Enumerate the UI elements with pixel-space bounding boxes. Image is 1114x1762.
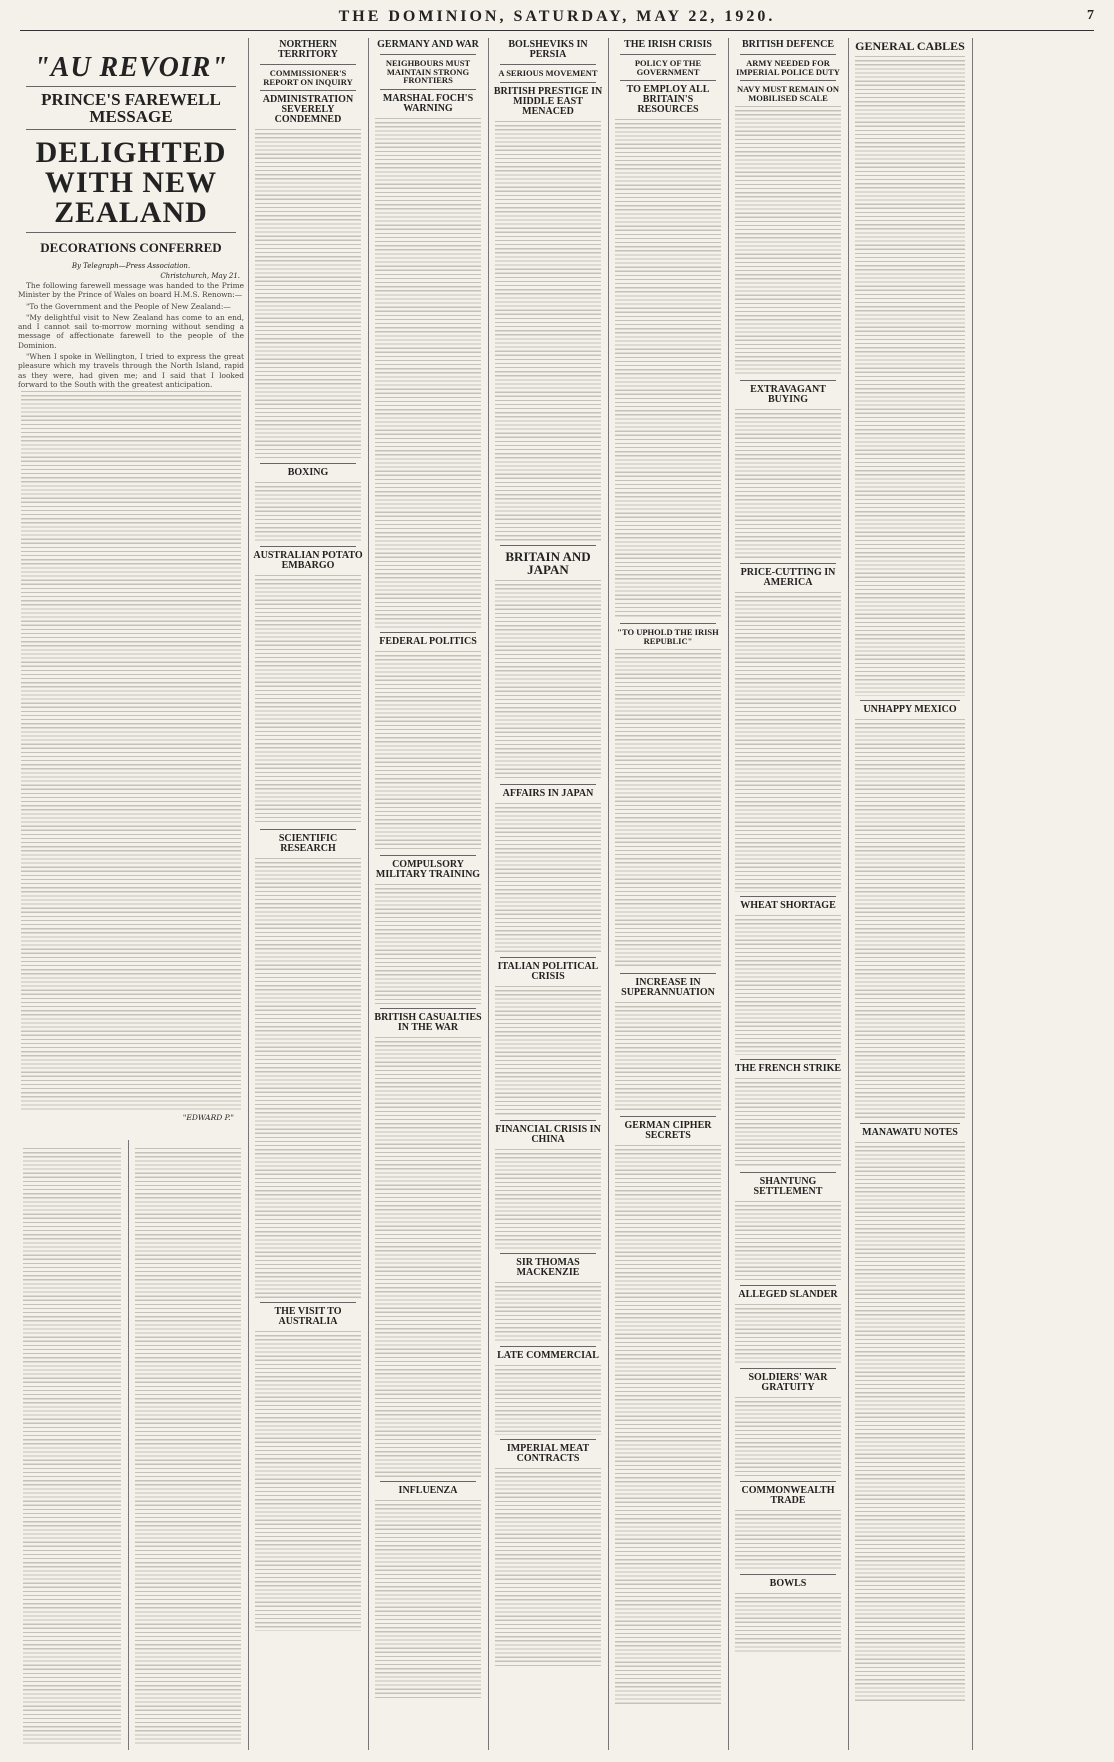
divider: [500, 64, 596, 65]
divider: [740, 563, 836, 564]
article-text-block: [615, 649, 721, 969]
headline: BRITISH CASUALTIES IN THE WAR: [374, 1011, 482, 1033]
divider: [260, 829, 356, 830]
headline: SHANTUNG SETTLEMENT: [753, 1176, 823, 1197]
headline: THE IRISH CRISIS: [624, 39, 712, 50]
divider: [380, 1481, 476, 1482]
headline: THE VISIT TO AUSTRALIA: [274, 1306, 342, 1327]
headline: ITALIAN POLITICAL CRISIS: [497, 960, 599, 982]
divider: [740, 896, 836, 897]
headline: PRICE-CUTTING IN AMERICA: [740, 567, 836, 588]
article-text-block: [495, 1468, 601, 1668]
headline: COMPULSORY MILITARY TRAINING: [375, 858, 481, 880]
column-rule: [368, 38, 369, 1750]
subheadline: ARMY NEEDED FOR IMPERIAL POLICE DUTY: [736, 58, 840, 77]
divider: [26, 232, 236, 233]
divider: [620, 54, 716, 55]
headline: WHEAT SHORTAGE: [740, 900, 836, 911]
headline: ALLEGED SLANDER: [738, 1289, 838, 1300]
article-text-block: [375, 1037, 481, 1477]
dateline: Christchurch, May 21.: [160, 272, 240, 280]
divider: [740, 54, 836, 55]
headline: INFLUENZA: [398, 1484, 458, 1496]
article-text-block: [615, 1002, 721, 1112]
article-text-block: [735, 106, 841, 376]
divider: [500, 1439, 596, 1440]
divider: [740, 1574, 836, 1575]
divider: [380, 89, 476, 90]
column-lower-left-a: [20, 1146, 124, 1750]
headline: SIR THOMAS MACKENZIE: [516, 1256, 580, 1278]
divider: [500, 784, 596, 785]
headline: MANAWATU NOTES: [862, 1127, 958, 1138]
subheadline: COMMISSIONER'S REPORT ON INQUIRY: [263, 68, 353, 87]
subheadline: NAVY MUST REMAIN ON MOBILISED SCALE: [736, 84, 840, 103]
headline: SCIENTIFIC RESEARCH: [278, 833, 338, 854]
article-text-block: [615, 119, 721, 619]
article-text-block: [495, 1282, 601, 1342]
divider: [620, 623, 716, 624]
column-rule: [608, 38, 609, 1750]
divider: [740, 1285, 836, 1286]
headline: GERMAN CIPHER SECRETS: [624, 1120, 712, 1141]
column-rule: [972, 38, 973, 1750]
column-northern-territory: [252, 38, 364, 1748]
divider: [380, 54, 476, 55]
headline: NORTHERN TERRITORY: [277, 39, 339, 60]
divider: [500, 82, 596, 83]
divider: [740, 1481, 836, 1482]
divider: [260, 90, 356, 91]
article-text-block: [495, 580, 601, 780]
column-rule: [488, 38, 489, 1750]
subheadline: POLICY OF THE GOVERNMENT: [634, 58, 702, 77]
subheadline: ADMINISTRATION SEVERELY CONDEMNED: [262, 94, 354, 125]
divider: [500, 1120, 596, 1121]
headline: EXTRAVAGANT BUYING: [750, 384, 826, 405]
divider: [380, 855, 476, 856]
divider: [26, 86, 236, 87]
article-text-block: [735, 1593, 841, 1653]
subheadline: A SERIOUS MOVEMENT: [498, 68, 598, 78]
article-text-block: [375, 651, 481, 851]
headline: THE FRENCH STRIKE: [734, 1063, 842, 1074]
masthead-rule: [20, 30, 1094, 31]
divider: [26, 129, 236, 130]
article-text-block: [375, 884, 481, 1004]
article-text-block: [23, 1148, 121, 1744]
column-lower-left-b: [132, 1146, 244, 1750]
headline: DECORATIONS CONFERRED: [40, 240, 222, 255]
article-text-block: [855, 1142, 965, 1702]
headline: AUSTRALIAN POTATO EMBARGO: [253, 550, 363, 571]
masthead-title: THE DOMINION, SATURDAY, MAY 22, 1920.: [338, 8, 776, 25]
headline: GERMANY AND WAR: [377, 39, 479, 50]
article-text-block: [495, 1149, 601, 1249]
headline: BRITAIN AND JAPAN: [505, 548, 591, 577]
subheadline: NEIGHBOURS MUST MAINTAIN STRONG FRONTIERS: [385, 58, 471, 85]
article-text-block: [255, 1331, 361, 1631]
article-text-block: [735, 915, 841, 1055]
article-text-block: [735, 592, 841, 892]
divider: [500, 545, 596, 546]
divider: [500, 957, 596, 958]
paragraph: The following farewell message was handed to the Prime Minister by the Prince of Wales on board H.M.S. Renown:—: [18, 281, 244, 300]
divider: [740, 1172, 836, 1173]
headline: SOLDIERS' WAR GRATUITY: [748, 1372, 828, 1393]
column-british-defence: [732, 38, 844, 1748]
signature: "EDWARD P.": [182, 1113, 234, 1123]
divider: [260, 463, 356, 464]
headline: LATE COMMERCIAL: [497, 1349, 599, 1361]
column-rule: [728, 38, 729, 1750]
headline: DELIGHTED WITH NEW ZEALAND: [35, 136, 227, 229]
divider: [620, 973, 716, 974]
headline: FEDERAL POLITICS: [379, 635, 477, 647]
article-text-block: [375, 118, 481, 628]
article-prince-farewell: [18, 38, 244, 1138]
page-number: 7: [1087, 8, 1094, 23]
article-text-block: [735, 1201, 841, 1281]
article-text-block: [855, 719, 965, 1119]
divider: [500, 1346, 596, 1347]
article-text-block: [615, 1145, 721, 1705]
article-text-block: [255, 575, 361, 825]
article-text-block: [375, 1500, 481, 1700]
paragraph: "To the Government and the People of New Zealand:—: [26, 301, 231, 311]
column-general-cables: [852, 38, 968, 1748]
paragraph: "When I spoke in Wellington, I tried to express the great pleasure which my travels through the North Island, rapid as they were, had given me; and I said that I looked forward to the South with the greatest anticipation.: [18, 352, 244, 389]
divider: [740, 80, 836, 81]
divider: [500, 1253, 596, 1254]
headline: GENERAL CABLES: [855, 39, 965, 53]
masthead: [20, 6, 1094, 32]
divider: [260, 546, 356, 547]
divider: [380, 632, 476, 633]
column-germany-war: [372, 38, 484, 1748]
headline: IMPERIAL MEAT CONTRACTS: [506, 1442, 590, 1464]
column-rule: [848, 38, 849, 1750]
article-text-block: [255, 482, 361, 542]
article-text-block: [21, 391, 241, 1111]
divider: [620, 1116, 716, 1117]
divider: [860, 700, 960, 701]
divider: [260, 1302, 356, 1303]
article-text-block: [495, 986, 601, 1116]
headline: "AU REVOIR": [34, 52, 228, 83]
article-text-block: [135, 1148, 241, 1744]
byline: By Telegraph—Press Association.: [71, 262, 191, 270]
headline: BOLSHEVIKS IN PERSIA: [508, 39, 588, 60]
subheadline: MARSHAL FOCH'S WARNING: [382, 92, 474, 114]
article-text-block: [735, 1397, 841, 1477]
subheadline: BRITISH PRESTIGE IN MIDDLE EAST MENACED: [493, 85, 603, 117]
headline: INCREASE IN SUPERANNUATION: [621, 977, 715, 998]
divider: [740, 380, 836, 381]
article-text-block: [495, 803, 601, 953]
headline: BOXING: [287, 467, 329, 478]
column-irish-crisis: [612, 38, 724, 1748]
article-text-block: [735, 409, 841, 559]
headline: FINANCIAL CRISIS IN CHINA: [495, 1123, 601, 1145]
headline: BOWLS: [769, 1578, 807, 1589]
divider: [380, 1008, 476, 1009]
column-bolsheviks-persia: [492, 38, 604, 1748]
headline: PRINCE'S FAREWELL MESSAGE: [41, 90, 221, 126]
article-text-block: [495, 121, 601, 541]
divider: [740, 1059, 836, 1060]
article-text-block: [495, 1365, 601, 1435]
article-text-block: [855, 56, 965, 696]
article-text-block: [735, 1304, 841, 1364]
article-text-block: [255, 129, 361, 459]
headline: COMMONWEALTH TRADE: [741, 1485, 835, 1506]
article-text-block: [735, 1510, 841, 1570]
headline: "TO UPHOLD THE IRISH REPUBLIC": [617, 627, 719, 646]
headline: UNHAPPY MEXICO: [863, 704, 957, 715]
headline: BRITISH DEFENCE: [742, 39, 834, 50]
column-rule: [248, 38, 249, 1750]
subheadline: TO EMPLOY ALL BRITAIN'S RESOURCES: [626, 84, 710, 115]
column-rule: [128, 1140, 129, 1750]
article-text-block: [735, 1078, 841, 1168]
divider: [620, 80, 716, 81]
divider: [860, 1123, 960, 1124]
headline: AFFAIRS IN JAPAN: [502, 787, 594, 799]
divider: [260, 64, 356, 65]
paragraph: "My delightful visit to New Zealand has come to an end, and I cannot sail to-morrow morning without sending a message of affectionate farewell to the people of the Dominion.: [18, 312, 244, 350]
divider: [740, 1368, 836, 1369]
article-text-block: [255, 858, 361, 1298]
